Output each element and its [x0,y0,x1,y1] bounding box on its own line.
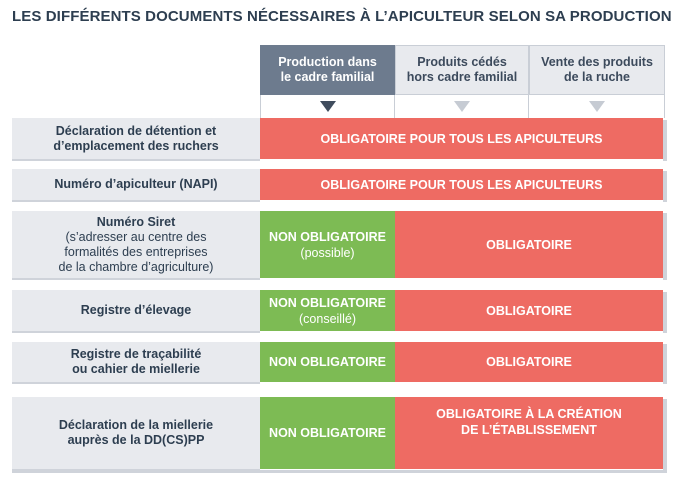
row-label-text: Registre d’élevage [80,303,192,317]
cell-text: OBLIGATOIRE À LA CRÉATION DE L’ÉTABLISSEMENT [436,407,622,437]
row-shadow [663,344,667,384]
triangle-down-icon [454,101,470,112]
row-label-siret [12,211,260,280]
column-header-label: Production dans le cadre familial [278,55,377,84]
triangle-down-icon [589,101,605,112]
row-label-text: Numéro d’apiculteur (NAPI) [54,177,218,191]
column-header-label: Produits cédés hors cadre familial [406,55,518,84]
row-shadow [663,171,667,202]
arrow-cell-outside-family [395,95,529,118]
triangle-down-icon [320,101,336,112]
cell-obligatoire-all [260,169,663,200]
page-title: LES DIFFÉRENTS DOCUMENTS NÉCESSAIRES À L’APICULTEUR SELON SA PRODUCTION [12,8,672,25]
cell-obligatoire [395,211,663,278]
arrow-cell-sale [529,95,665,118]
cell-obligatoire [395,290,663,331]
cell-text: NON OBLIGATOIRE [269,355,386,369]
cell-text: OBLIGATOIRE POUR TOUS LES APICULTEURS [320,131,603,146]
cell-non-obligatoire [260,290,395,331]
cell-non-obligatoire [260,397,395,469]
row-shadow [663,120,667,161]
column-header-label: Vente des produits de la ruche [541,55,653,84]
cell-obligatoire-all [260,118,663,159]
row-label-registre-elevage [12,290,260,333]
table-bottom-shadow [12,470,667,473]
row-shadow [663,213,667,280]
cell-text: NON OBLIGATOIRE [269,426,386,440]
cell-text: OBLIGATOIRE [486,355,572,369]
row-label-text: Déclaration de détention et d’emplacement des ruchers [53,123,219,153]
row-label-declaration-miellerie [12,397,260,471]
row-label-registre-tracabilite [12,342,260,384]
row-label-text: Déclaration de la miellerie auprès de la DD(CS)PP [58,418,214,447]
row-label-declaration-ruchers [12,118,260,161]
cell-text: OBLIGATOIRE [486,237,572,252]
cell-text: OBLIGATOIRE POUR TOUS LES APICULTEURS [320,177,603,192]
column-header-outside-family [395,45,529,95]
cell-subtext: (conseillé) [299,311,356,326]
row-label-napi [12,169,260,202]
cell-subtext: (possible) [300,245,355,260]
column-header-family [260,45,395,95]
row-shadow [663,292,667,333]
row-shadow [663,399,667,471]
row-label-text: Numéro Siret [96,214,176,229]
cell-non-obligatoire [260,211,395,278]
cell-non-obligatoire [260,342,395,382]
cell-text: OBLIGATOIRE [486,303,572,318]
column-header-sale [529,45,665,95]
row-label-text: Registre de traçabilité ou cahier de miellerie [70,347,202,376]
cell-obligatoire [395,342,663,382]
cell-text: NON OBLIGATOIRE [269,229,386,244]
cell-text: NON OBLIGATOIRE [269,295,386,310]
arrow-cell-family [260,95,395,118]
cell-obligatoire-creation [395,397,663,469]
row-label-subtext: (s’adresser au centre des formalités des entreprises de la chambre d’agriculture) [58,229,214,274]
